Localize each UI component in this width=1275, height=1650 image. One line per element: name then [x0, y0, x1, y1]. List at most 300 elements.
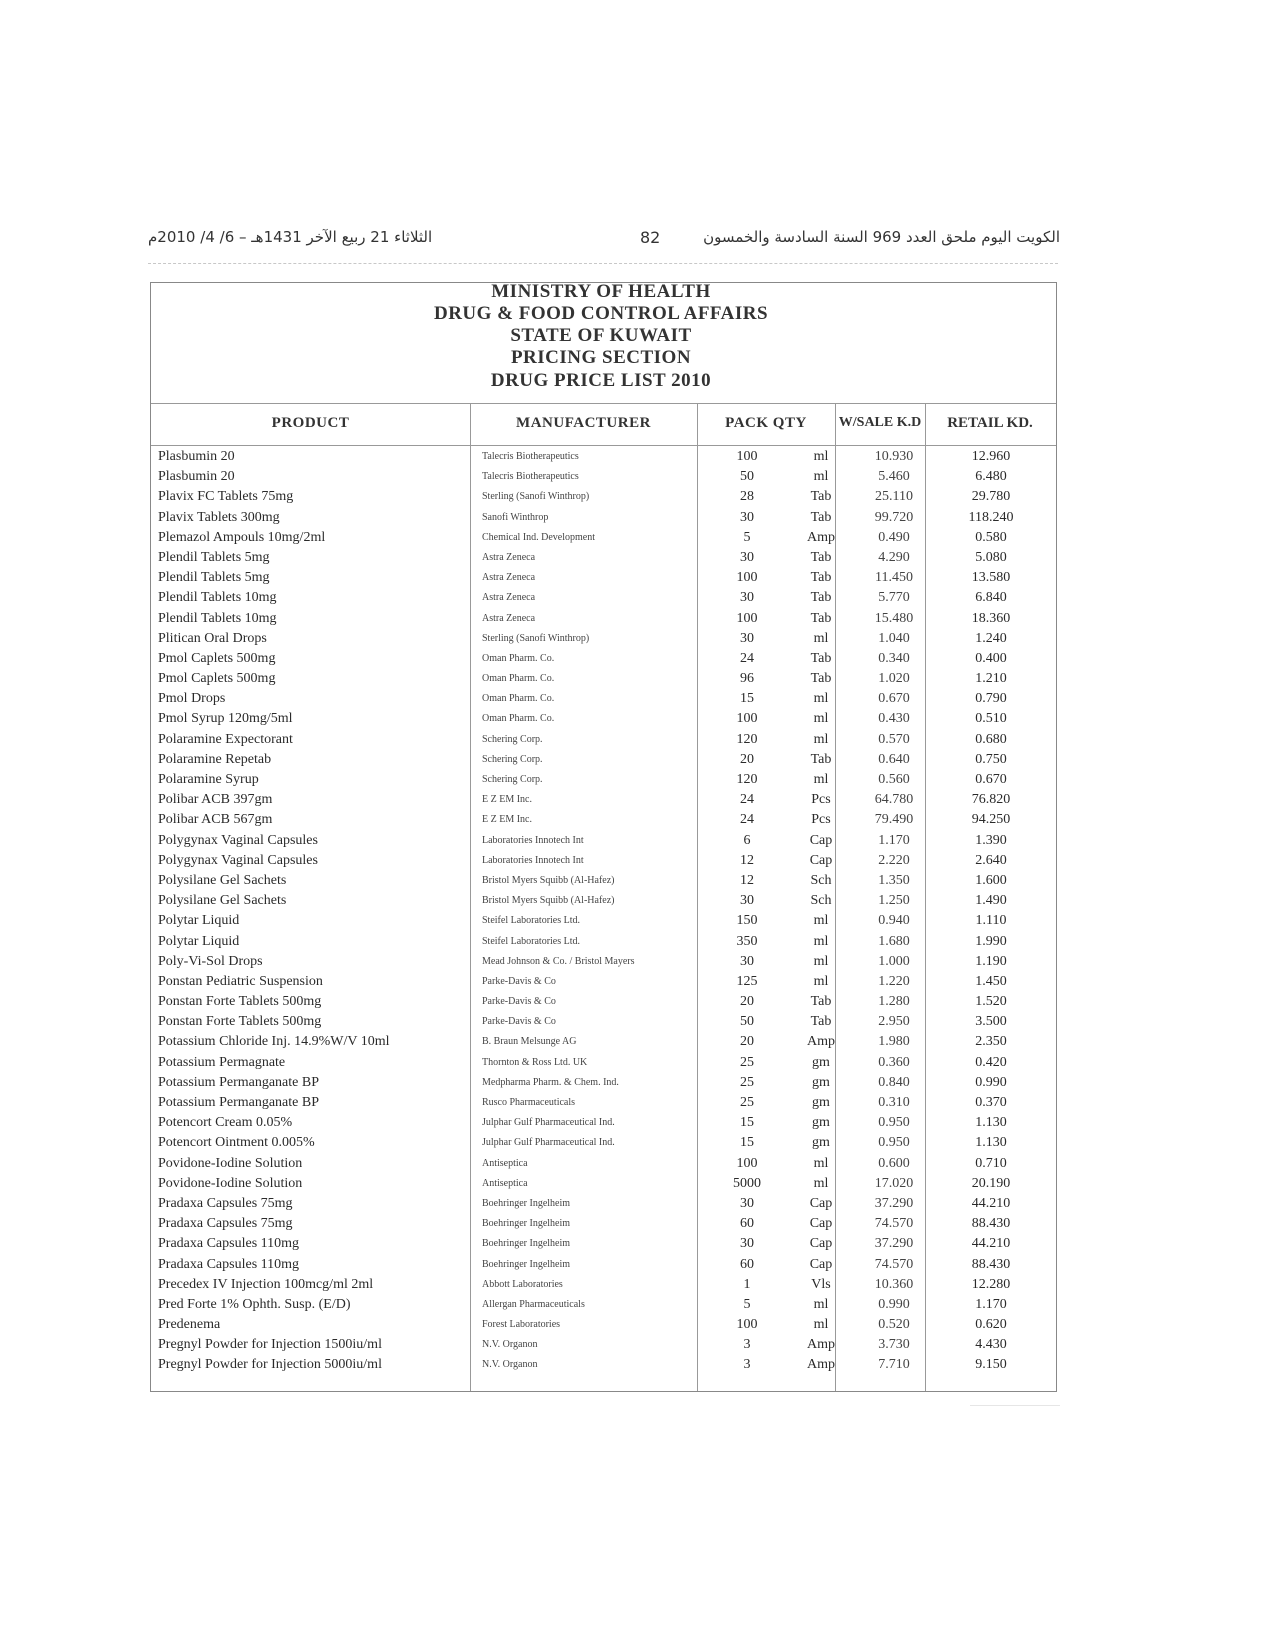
retail-price: 0.680: [975, 731, 1007, 747]
table-row: [151, 568, 1056, 588]
retail-price: 1.240: [975, 630, 1007, 646]
pack-quantity: 20: [740, 751, 754, 767]
manufacturer: Astra Zeneca: [482, 592, 536, 604]
manufacturer: Forest Laboratories: [482, 1319, 561, 1331]
product-name: Pradaxa Capsules 75mg: [158, 1216, 293, 1232]
manufacturer: N.V. Organon: [482, 1359, 538, 1371]
table-row: [151, 871, 1056, 891]
wholesale-price: 0.570: [878, 731, 910, 747]
pack-quantity: 3: [743, 1337, 751, 1353]
table-row: [151, 609, 1056, 629]
pack-quantity: 28: [740, 489, 754, 505]
table-row: [151, 1194, 1056, 1214]
manufacturer: N.V. Organon: [482, 1339, 538, 1351]
product-name: Povidone-Iodine Solution: [158, 1155, 303, 1171]
table-row: [151, 1214, 1056, 1234]
manufacturer: Sterling (Sanofi Winthrop): [482, 491, 590, 503]
wholesale-price: 0.670: [878, 691, 910, 707]
pack-unit: Sch: [810, 872, 832, 888]
pack-quantity: 50: [740, 469, 754, 485]
wholesale-price: 0.950: [878, 1115, 910, 1131]
pack-unit: Cap: [809, 1236, 833, 1252]
pack-unit: gm: [812, 1074, 830, 1090]
manufacturer: Boehringer Ingelheim: [482, 1258, 571, 1270]
footer-rule: [970, 1405, 1060, 1406]
retail-price: 88.430: [971, 1256, 1011, 1272]
product-name: Polaramine Expectorant: [158, 731, 293, 747]
table-row: [151, 467, 1056, 487]
retail-price: 44.210: [971, 1236, 1011, 1252]
pack-unit: Vls: [811, 1276, 831, 1292]
wholesale-price: 0.950: [878, 1135, 910, 1151]
table-row: [151, 790, 1056, 810]
wholesale-price: 1.280: [878, 994, 910, 1010]
pack-quantity: 30: [740, 1195, 754, 1211]
manufacturer: Abbott Laboratories: [482, 1278, 563, 1290]
pack-quantity: 30: [740, 893, 754, 909]
pack-unit: Tab: [810, 1014, 832, 1030]
retail-price: 0.400: [975, 650, 1007, 666]
table-row: [151, 1073, 1056, 1093]
product-name: Pregnyl Powder for Injection 1500iu/ml: [158, 1337, 382, 1353]
retail-price: 13.580: [971, 570, 1011, 586]
product-name: Pradaxa Capsules 110mg: [158, 1236, 300, 1252]
retail-price: 5.080: [975, 549, 1007, 565]
pack-unit: ml: [813, 711, 829, 727]
table-row: [151, 1154, 1056, 1174]
table-row: [151, 689, 1056, 709]
table-row: [151, 548, 1056, 568]
retail-price: 0.510: [975, 711, 1007, 727]
table-row: [151, 1335, 1056, 1355]
pack-unit: Tab: [810, 650, 832, 666]
pack-quantity: 60: [740, 1256, 754, 1272]
table-row: [151, 709, 1056, 729]
manufacturer: Julphar Gulf Pharmaceutical Ind.: [482, 1137, 615, 1149]
wholesale-price: 1.680: [878, 933, 910, 949]
retail-price: 0.620: [975, 1317, 1007, 1333]
manufacturer: E Z EM Inc.: [482, 794, 532, 806]
retail-price: 1.210: [975, 671, 1007, 687]
retail-price: 20.190: [971, 1175, 1011, 1191]
pack-unit: Cap: [809, 852, 833, 868]
wholesale-price: 1.170: [878, 832, 910, 848]
table-row: [151, 810, 1056, 830]
product-name: Pmol Caplets 500mg: [158, 650, 276, 666]
pack-quantity: 5: [743, 529, 751, 545]
manufacturer: Boehringer Ingelheim: [482, 1238, 571, 1250]
pack-unit: ml: [813, 1155, 829, 1171]
pack-unit: Cap: [809, 1216, 833, 1232]
retail-price: 1.600: [975, 872, 1007, 888]
retail-price: 18.360: [971, 610, 1011, 626]
manufacturer: Oman Pharm. Co.: [482, 713, 555, 725]
pack-unit: ml: [813, 1296, 829, 1312]
pack-quantity: 3: [743, 1357, 751, 1373]
pack-quantity: 12: [740, 852, 754, 868]
manufacturer: Steifel Laboratories Ltd.: [482, 935, 581, 947]
manufacturer: Parke-Davis & Co: [482, 1016, 556, 1028]
retail-price: 1.130: [975, 1135, 1007, 1151]
pack-unit: ml: [813, 731, 829, 747]
pack-quantity: 25: [740, 1074, 754, 1090]
product-name: Pmol Syrup 120mg/5ml: [158, 711, 293, 727]
product-name: Plavix FC Tablets 75mg: [158, 489, 294, 505]
table-row: [151, 1032, 1056, 1052]
pack-quantity: 125: [736, 973, 758, 989]
product-name: Poly-Vi-Sol Drops: [158, 953, 263, 969]
title-state: STATE OF KUWAIT: [510, 325, 692, 346]
table-row: [151, 750, 1056, 770]
product-name: Plendil Tablets 5mg: [158, 549, 270, 565]
manufacturer: Astra Zeneca: [482, 551, 536, 563]
table-row: [151, 669, 1056, 689]
wholesale-price: 0.360: [878, 1054, 910, 1070]
pack-quantity: 15: [740, 691, 754, 707]
wholesale-price: 0.600: [878, 1155, 910, 1171]
pack-quantity: 100: [736, 1155, 758, 1171]
product-name: Pregnyl Powder for Injection 5000iu/ml: [158, 1357, 382, 1373]
product-name: Polaramine Repetab: [158, 751, 272, 767]
wholesale-price: 0.340: [878, 650, 910, 666]
wholesale-price: 7.710: [878, 1357, 910, 1373]
manufacturer: Sanofi Winthrop: [482, 511, 549, 523]
retail-price: 2.640: [975, 852, 1007, 868]
table-row: [151, 649, 1056, 669]
wholesale-price: 0.520: [878, 1317, 910, 1333]
table-row: [151, 447, 1056, 467]
header-pack-qty: PACK QTY: [725, 415, 807, 431]
table-row: [151, 1255, 1056, 1275]
retail-price: 9.150: [975, 1357, 1007, 1373]
pack-quantity: 30: [740, 1236, 754, 1252]
table-row: [151, 891, 1056, 911]
pack-unit: Sch: [810, 893, 832, 909]
pack-quantity: 60: [740, 1216, 754, 1232]
table-row: [151, 528, 1056, 548]
pack-unit: Tab: [810, 590, 832, 606]
wholesale-price: 0.640: [878, 751, 910, 767]
pack-quantity: 100: [736, 570, 758, 586]
table-row: [151, 1234, 1056, 1254]
table-row: [151, 952, 1056, 972]
manufacturer: B. Braun Melsunge AG: [482, 1036, 577, 1048]
product-name: Polygynax Vaginal Capsules: [158, 852, 318, 868]
table-row: [151, 588, 1056, 608]
pack-quantity: 150: [736, 913, 758, 929]
product-name: Polibar ACB 567gm: [158, 812, 273, 828]
wholesale-price: 74.570: [874, 1216, 914, 1232]
product-name: Polaramine Syrup: [158, 772, 259, 787]
table-header-row: [151, 403, 1056, 446]
pack-unit: Pcs: [811, 812, 831, 828]
wholesale-price: 37.290: [874, 1236, 914, 1252]
manufacturer: Talecris Biotherapeutics: [482, 451, 579, 462]
product-name: Ponstan Forte Tablets 500mg: [158, 1014, 322, 1030]
pack-unit: Amp: [807, 1034, 835, 1050]
retail-price: 4.430: [975, 1337, 1007, 1353]
product-name: Plasbumin 20: [158, 469, 235, 485]
wholesale-price: 25.110: [875, 489, 913, 505]
manufacturer: Rusco Pharmaceuticals: [482, 1097, 576, 1108]
pack-quantity: 24: [740, 792, 754, 808]
table-row: [151, 730, 1056, 750]
wholesale-price: 0.990: [878, 1296, 910, 1312]
table-row: [151, 1275, 1056, 1295]
retail-price: 3.500: [975, 1014, 1007, 1030]
pack-unit: ml: [813, 469, 829, 485]
pack-unit: ml: [813, 691, 829, 707]
retail-price: 88.430: [971, 1216, 1011, 1232]
pack-quantity: 30: [740, 549, 754, 565]
wholesale-price: 1.250: [878, 893, 910, 909]
wholesale-price: 10.930: [874, 449, 914, 464]
wholesale-price: 17.020: [874, 1175, 914, 1191]
retail-price: 0.420: [975, 1054, 1007, 1070]
pack-quantity: 20: [740, 994, 754, 1010]
table-row: [151, 992, 1056, 1012]
manufacturer: Julphar Gulf Pharmaceutical Ind.: [482, 1117, 615, 1129]
running-header: [148, 228, 1060, 254]
manufacturer: Sterling (Sanofi Winthrop): [482, 632, 590, 644]
pack-quantity: 25: [740, 1095, 754, 1110]
title-block: [151, 283, 1056, 404]
table-row: [151, 1295, 1056, 1315]
table-row: [151, 831, 1056, 851]
manufacturer: Antiseptica: [482, 1157, 528, 1169]
title-ministry: MINISTRY OF HEALTH: [491, 281, 711, 302]
manufacturer: Allergan Pharmaceuticals: [482, 1298, 585, 1310]
table-row: [151, 1133, 1056, 1153]
retail-price: 0.990: [975, 1074, 1007, 1090]
product-name: Potencort Ointment 0.005%: [158, 1135, 315, 1151]
table-row: [151, 770, 1056, 790]
retail-price: 1.520: [975, 994, 1007, 1010]
wholesale-price: 15.480: [874, 610, 914, 626]
pack-quantity: 30: [740, 630, 754, 646]
manufacturer: Schering Corp.: [482, 753, 543, 765]
pack-unit: gm: [812, 1135, 830, 1151]
wholesale-price: 0.840: [878, 1074, 910, 1090]
manufacturer: Astra Zeneca: [482, 612, 536, 624]
pack-quantity: 30: [740, 509, 754, 525]
manufacturer: Schering Corp.: [482, 774, 543, 785]
manufacturer: Medpharma Pharm. & Chem. Ind.: [482, 1076, 619, 1088]
pack-quantity: 30: [740, 590, 754, 606]
wholesale-price: 0.940: [878, 913, 910, 929]
wholesale-price: 64.780: [874, 792, 914, 808]
pack-unit: ml: [813, 1317, 829, 1333]
retail-price: 6.480: [975, 469, 1007, 485]
retail-price: 76.820: [971, 792, 1011, 808]
pack-quantity: 100: [736, 610, 758, 626]
table-row: [151, 1053, 1056, 1073]
header-manufacturer: MANUFACTURER: [516, 415, 651, 431]
pack-quantity: 30: [740, 953, 754, 969]
pack-quantity: 50: [740, 1014, 754, 1030]
table-row: [151, 1174, 1056, 1194]
pack-quantity: 6: [743, 832, 751, 848]
wholesale-price: 37.290: [874, 1195, 914, 1211]
pack-quantity: 12: [740, 872, 754, 888]
pack-quantity: 20: [740, 1034, 754, 1050]
wholesale-price: 10.360: [874, 1276, 914, 1292]
pack-quantity: 100: [736, 1317, 758, 1333]
product-name: Potassium Permanganate BP: [158, 1074, 319, 1090]
pack-unit: ml: [813, 973, 829, 989]
manufacturer: Boehringer Ingelheim: [482, 1218, 571, 1230]
product-name: Potassium Chloride Inj. 14.9%W/V 10ml: [158, 1034, 390, 1050]
product-name: Plendil Tablets 10mg: [158, 590, 277, 606]
manufacturer: Laboratories Innotech Int: [482, 834, 584, 846]
pack-quantity: 100: [736, 711, 758, 727]
wholesale-price: 4.290: [878, 549, 910, 565]
product-name: Ponstan Forte Tablets 500mg: [158, 994, 322, 1010]
retail-price: 94.250: [971, 812, 1011, 828]
retail-price: 1.190: [975, 953, 1007, 969]
table-row: [151, 1012, 1056, 1032]
wholesale-price: 0.310: [878, 1095, 910, 1110]
retail-price: 29.780: [971, 489, 1011, 505]
product-name: Plasbumin 20: [158, 449, 235, 464]
header-product: PRODUCT: [271, 415, 350, 431]
wholesale-price: 5.770: [878, 590, 910, 606]
manufacturer: Parke-Davis & Co: [482, 975, 556, 987]
pack-quantity: 5: [743, 1296, 751, 1312]
wholesale-price: 0.430: [878, 711, 910, 727]
wholesale-price: 0.560: [878, 772, 910, 787]
header-retail: RETAIL KD.: [947, 415, 1033, 431]
pack-quantity: 24: [740, 812, 754, 828]
pack-unit: Tab: [810, 549, 832, 565]
retail-price: 0.670: [975, 772, 1007, 787]
product-name: Ponstan Pediatric Suspension: [158, 973, 323, 989]
retail-price: 12.960: [971, 449, 1011, 464]
wholesale-price: 2.220: [878, 852, 910, 868]
table-row: [151, 1113, 1056, 1133]
manufacturer: Steifel Laboratories Ltd.: [482, 915, 581, 927]
manufacturer: Antiseptica: [482, 1177, 528, 1189]
pack-unit: Tab: [810, 994, 832, 1010]
pack-unit: ml: [813, 772, 829, 787]
manufacturer: Chemical Ind. Development: [482, 531, 596, 543]
product-name: Potassium Permanganate BP: [158, 1095, 319, 1110]
product-name: Pradaxa Capsules 110mg: [158, 1256, 300, 1272]
wholesale-price: 1.040: [878, 630, 910, 646]
wholesale-price: 2.950: [878, 1014, 910, 1030]
retail-price: 1.110: [975, 913, 1007, 929]
product-name: Povidone-Iodine Solution: [158, 1175, 303, 1191]
retail-price: 1.130: [975, 1115, 1007, 1131]
pack-unit: ml: [813, 933, 829, 949]
pack-quantity: 96: [740, 671, 754, 687]
table-row: [151, 1093, 1056, 1113]
product-name: Pradaxa Capsules 75mg: [158, 1195, 293, 1211]
wholesale-price: 3.730: [878, 1337, 910, 1353]
page-number: 82: [640, 228, 661, 247]
pack-unit: gm: [812, 1095, 830, 1110]
pack-quantity: 15: [740, 1135, 754, 1151]
product-name: Plemazol Ampouls 10mg/2ml: [158, 529, 326, 545]
pack-unit: Cap: [809, 1195, 833, 1211]
table-row: [151, 932, 1056, 952]
manufacturer: Boehringer Ingelheim: [482, 1197, 571, 1209]
wholesale-price: 11.450: [875, 570, 913, 586]
pack-unit: Tab: [810, 751, 832, 767]
title-affairs: DRUG & FOOD CONTROL AFFAIRS: [433, 303, 769, 324]
retail-price: 1.450: [975, 973, 1007, 989]
pack-unit: gm: [812, 1115, 830, 1131]
product-name: Plendil Tablets 5mg: [158, 570, 270, 586]
wholesale-price: 1.020: [878, 671, 910, 687]
manufacturer: E Z EM Inc.: [482, 814, 532, 826]
pack-quantity: 15: [740, 1115, 754, 1131]
retail-price: 12.280: [971, 1276, 1011, 1292]
retail-price: 44.210: [971, 1195, 1011, 1211]
header-wsale: W/SALE K.D: [838, 415, 922, 430]
pack-quantity: 100: [736, 449, 758, 464]
header-date: الثلاثاء 21 ربيع الآخر 1431هـ – 6/ 4/ 2010م: [148, 228, 433, 246]
retail-price: 0.580: [975, 529, 1007, 545]
manufacturer: Talecris Biotherapeutics: [482, 471, 579, 483]
pack-unit: Tab: [810, 489, 832, 505]
table-body: [151, 447, 1056, 1376]
pack-quantity: 5000: [733, 1175, 761, 1191]
header-divider: [148, 263, 1058, 264]
product-name: Pred Forte 1% Ophth. Susp. (E/D): [158, 1296, 351, 1312]
pack-unit: Amp: [807, 529, 835, 545]
product-name: Precedex IV Injection 100mcg/ml 2ml: [158, 1276, 374, 1292]
manufacturer: Oman Pharm. Co.: [482, 673, 555, 685]
product-name: Polygynax Vaginal Capsules: [158, 832, 318, 848]
header-publication: الكويت اليوم ملحق العدد 969 السنة السادسة والخمسون: [703, 228, 1060, 246]
manufacturer: Bristol Myers Squibb (Al-Hafez): [482, 895, 615, 907]
pack-unit: Pcs: [811, 792, 831, 808]
product-name: Predenema: [158, 1317, 221, 1333]
pack-unit: Tab: [810, 671, 832, 687]
manufacturer: Oman Pharm. Co.: [482, 693, 555, 705]
product-name: Polytar Liquid: [158, 933, 240, 949]
retail-price: 0.710: [975, 1155, 1007, 1171]
retail-price: 1.490: [975, 893, 1007, 909]
manufacturer: Thornton & Ross Ltd. UK: [482, 1056, 588, 1068]
retail-price: 0.370: [975, 1095, 1007, 1110]
retail-price: 0.750: [975, 751, 1007, 767]
manufacturer: Astra Zeneca: [482, 572, 536, 584]
title-section: PRICING SECTION: [510, 347, 692, 368]
pack-quantity: 350: [736, 933, 758, 949]
product-name: Plavix Tablets 300mg: [158, 509, 280, 525]
wholesale-price: 1.350: [878, 872, 910, 888]
wholesale-price: 99.720: [874, 509, 914, 525]
table-row: [151, 972, 1056, 992]
wholesale-price: 1.980: [878, 1034, 910, 1050]
table-row: [151, 911, 1056, 931]
pack-quantity: 120: [736, 731, 758, 747]
product-name: Pmol Drops: [158, 691, 226, 707]
table-row: [151, 851, 1056, 871]
manufacturer: Oman Pharm. Co.: [482, 652, 555, 664]
pack-unit: Amp: [807, 1337, 835, 1353]
pack-unit: ml: [813, 913, 829, 929]
retail-price: 1.170: [975, 1296, 1007, 1312]
pack-unit: gm: [812, 1054, 830, 1070]
pack-unit: Tab: [810, 509, 832, 525]
product-name: Polysilane Gel Sachets: [158, 893, 287, 909]
manufacturer: Schering Corp.: [482, 733, 543, 745]
manufacturer: Bristol Myers Squibb (Al-Hafez): [482, 874, 615, 886]
pack-unit: ml: [813, 630, 829, 646]
